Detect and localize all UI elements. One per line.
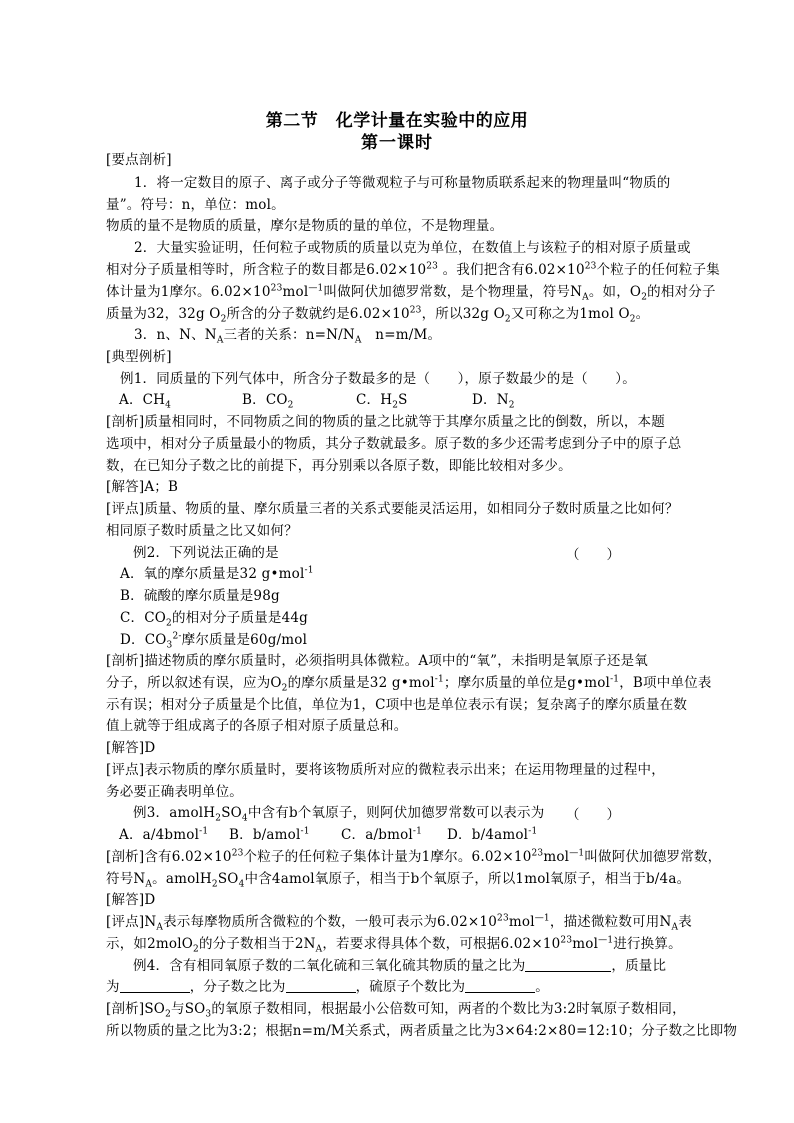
- paragraph-line: [剖析]质量相同时，不同物质之间的物质的量之比就等于其摩尔质量之比的倒数，所以，本题: [106, 414, 665, 430]
- answer-line: [解答]D: [106, 892, 156, 908]
- paragraph-line: 1．将一定数目的原子、离子或分子等微观粒子与可称量物质联系起来的物理量叫“物质的: [134, 175, 671, 191]
- paragraph-line: 示，如2molO$_2$的分子数相当于$2N_A$，若要求得具体个数，可根据$6.02\times 10^{23}mol^{—1}$进行换算。: [106, 935, 682, 955]
- paragraph-line: [评点]$N_A$表示每摩物质所含微粒的个数，一般可表示为$6.02\times 10^{23}mol^{—1}$，描述微粒数可用$N_A$表: [106, 913, 692, 933]
- paragraph-line: 数，在已知分子数之比的前提下，再分别乘以各原子数，即能比较相对多少。: [106, 458, 572, 474]
- option-d: D．$CO_3^{2-}$摩尔质量是60g/mol: [120, 631, 308, 651]
- paragraph-line: 量”。符号：n，单位：mol。: [106, 197, 285, 213]
- paragraph-line: 符号$N_A$。$amolH_2SO_4$中含4amol氧原子，相当于b个氧原子，所以1mol氧原子，相当于b/4a。: [106, 871, 691, 890]
- fill-blank[interactable]: [525, 957, 611, 972]
- fill-blank[interactable]: [286, 978, 356, 993]
- paragraph-line: 选项中，相对分子质量最小的物质，其分子数就最多。原子数的多少还需考虑到分子中的原子总: [106, 436, 682, 452]
- option-b: B．$CO_2$: [242, 392, 294, 411]
- option-c: C．$CO_2$的相对分子质量是44g: [120, 610, 308, 629]
- paragraph-line: [剖析]描述物质的摩尔质量时，必须指明具体微粒。A项中的“氧”，未指明是氧原子还是氧: [106, 653, 648, 669]
- option-c: C．$H_2S$: [356, 392, 408, 411]
- example-1-question: 例1．同质量的下列气体中，所含分子数最多的是（ ），原子数最少的是（ ）。: [120, 371, 636, 387]
- paragraph-line: [评点]表示物质的摩尔质量时，要将该物质所对应的微粒表示出来；在运用物理量的过程中，: [106, 762, 665, 778]
- answer-line: [解答]D: [106, 740, 156, 756]
- option-b: B．b/amol$^{-1}$: [229, 826, 310, 843]
- paragraph-line: 所以物质的量之比为3:2；根据n=m/M关系式，两者质量之比为3×64:2×80=12:10；分子数之比即物: [106, 1023, 738, 1039]
- paragraph-line: 质量为32，32g $O_2$所含的分子数就约是$6.02\times 10^{23}$，所以32g $O_2$又可称之为1mol $O_2$。: [106, 305, 650, 325]
- paragraph-line: 示有误；相对分子质量是个比值，单位为1，C项中也是单位表示有误；复杂离子的摩尔质量在数: [106, 697, 688, 713]
- lesson-subtitle: 第一课时: [361, 133, 433, 153]
- option-d: D．b/4amol$^{-1}$: [447, 826, 538, 843]
- answer-parentheses: （ ）: [566, 807, 620, 823]
- example-4-question: 例4．含有相同氧原子数的二氧化硫和三氧化硫其物质的量之比为 ，质量比: [133, 958, 667, 974]
- option-a: A．氧的摩尔质量是32 g•mol$^{-1}$: [120, 565, 314, 582]
- fill-blank[interactable]: [120, 978, 190, 993]
- paragraph-line: 值上就等于组成离子的各原子相对原子质量总和。: [106, 718, 408, 734]
- paragraph-line: 3．n、N、$N_A$三者的关系：$n=N/N_A$ n=m/M。: [134, 327, 442, 346]
- paragraph-line: 相同原子数时质量之比又如何？: [106, 523, 298, 539]
- option-b: B．硫酸的摩尔质量是98g: [120, 588, 280, 604]
- option-c: C．a/bmol$^{-1}$: [341, 826, 423, 843]
- heading-typical-examples: [典型例析]: [106, 349, 172, 365]
- paragraph-line: 为 ，分子数之比为 ，硫原子个数比为 。: [106, 979, 549, 995]
- paragraph-line: 2．大量实验证明，任何粒子或物质的质量以克为单位，在数值上与该粒子的相对原子质量或: [134, 240, 691, 256]
- heading-key-points: [要点剖析]: [106, 152, 172, 168]
- paragraph-line: 相对分子质量相等时，所含粒子的数目都是$6.02\times 10^{23}$ 。我们把含有$6.02\times 10^{23}$个粒子的任何粒子集: [106, 261, 720, 278]
- option-d: D．$N_2$: [472, 392, 515, 411]
- option-a: A．a/4bmol$^{-1}$: [119, 826, 209, 843]
- answer-line: [解答]A；B: [106, 479, 179, 495]
- paragraph-line: 分子，所以叙述有误，应为$O_2$的摩尔质量是32 g•mol$^{-1}$；摩尔质量的单位是g•mol$^{-1}$，B项中单位表: [106, 674, 712, 694]
- paragraph-line: 体计量为1摩尔。$6.02\times 10^{23}mol^{—1}$叫做阿伏加德罗常数，是个物理量，符号$N_A$。如，$O_2$的相对分子: [106, 283, 716, 303]
- paragraph-line: [评点]质量、物质的量、摩尔质量三者的关系式要能灵活运用，如相同分子数时质量之比如何？: [106, 501, 679, 517]
- example-2-question: 例2．下列说法正确的是: [133, 545, 279, 561]
- section-title: 第二节 化学计量在实验中的应用: [265, 111, 529, 131]
- fill-blank[interactable]: [465, 978, 535, 993]
- paragraph-line: 务必要正确表明单位。: [106, 784, 243, 800]
- paragraph-line: [剖析]$SO_2$与$SO_3$的氧原子数相同，根据最小公倍数可知，两者的个数比为3:2时氧原子数相同，: [106, 1001, 686, 1020]
- example-3-question: 例3．$amolH_2SO_4$中含有b个氧原子，则阿伏加德罗常数可以表示为: [133, 805, 545, 824]
- option-a: A．$CH_4$: [119, 392, 172, 411]
- paragraph-line: [剖析]含有$6.02\times 10^{23}$个粒子的任何粒子集体计量为1摩尔。$6.02\times 10^{23}mol^{—1}$叫做阿伏加德罗常数，: [106, 848, 722, 865]
- paragraph-line: 物质的量不是物质的质量，摩尔是物质的量的单位，不是物理量。: [106, 218, 504, 234]
- answer-parentheses: （ ）: [566, 547, 620, 563]
